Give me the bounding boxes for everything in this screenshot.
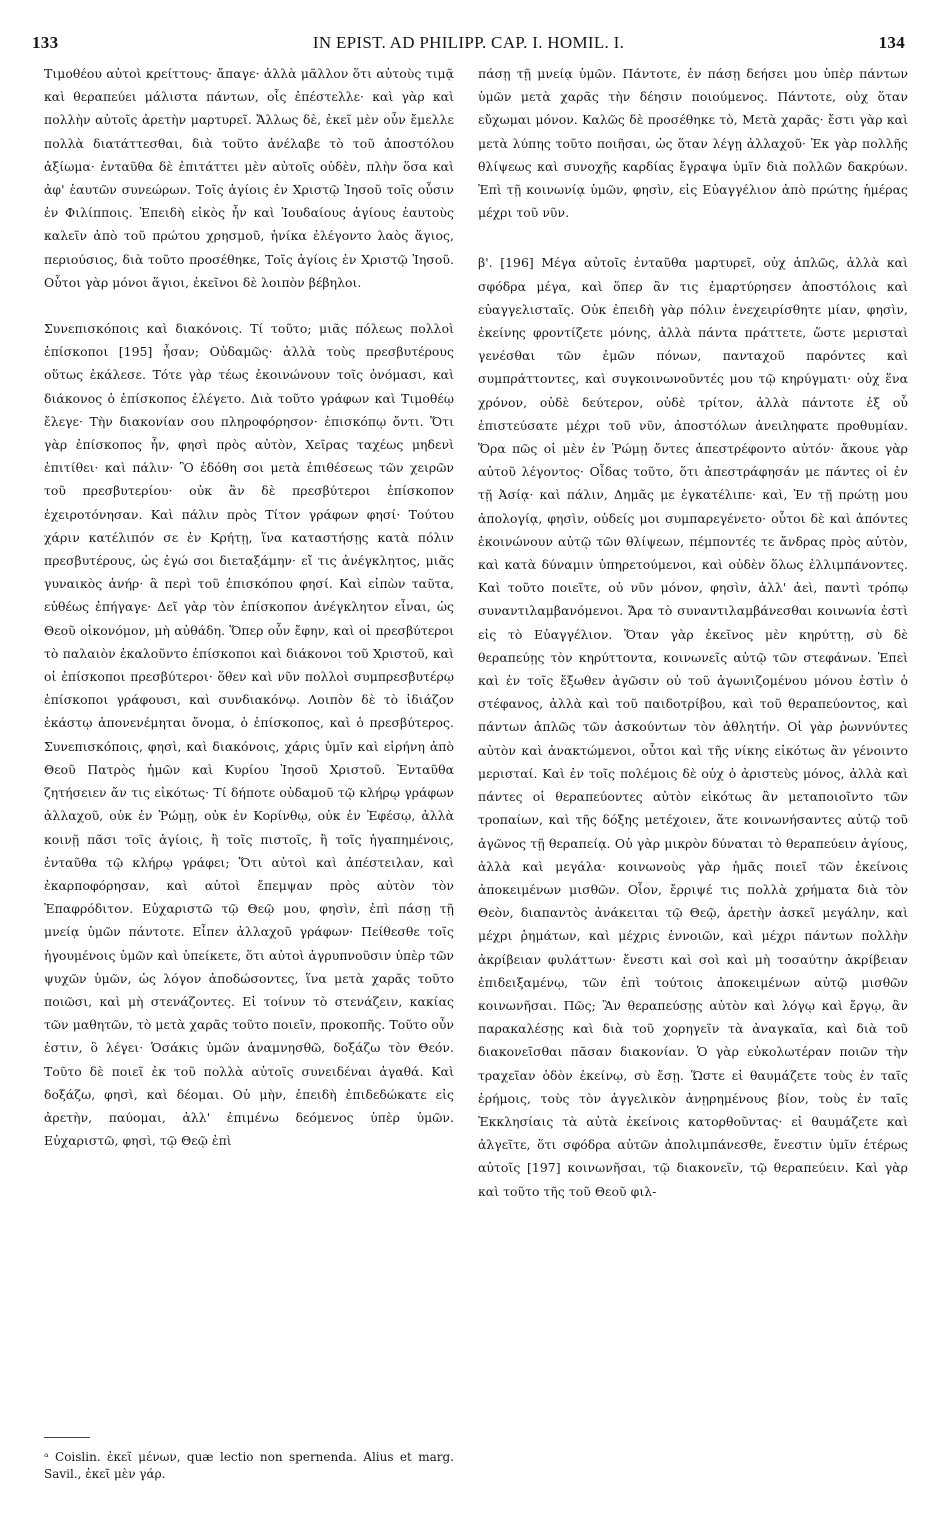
left-paragraph-1: Τιμοθέου αὐτοὶ κρείττους· ἄπαγε· ἀλλὰ μᾶλλον ὅτι αὐτοὺς τιμᾷ καὶ θεραπεύει μάλιστα πάντων, οἷς ἐπέστελλε· καὶ γὰρ καὶ πολλὴν αὐτοῖς ἀρετὴν μαρτυρεῖ. Ἄλλως δὲ, ἐκεῖ μὲν οὖν ἔμελλε πολλὰ διατάττεσθαι, διὰ τοῦτο ἀνέλαβε τὸ τοῦ ἀποστόλου ἀξίωμα· ἐνταῦθα δὲ ἐπιτάττει μὲν αὐτοῖς οὐδὲν, πλὴν ὅσα καὶ ἀφ' ἑαυτῶν συνεώρων. Τοῖς ἁγίοις ἐν Χριστῷ Ἰησοῦ τοῖς οὖσιν ἐν Φιλίπποις. Ἐπειδὴ εἰκὸς ἦν καὶ Ἰουδαίους ἁγίους ἑαυτοὺς καλεῖν ἀπὸ τοῦ πρώτου χρησμοῦ, ἡνίκα ἐλέγοντο λαὸς ἅγιος, περιούσιος, διὰ τοῦτο προσέθηκε, Τοῖς ἁγίοις ἐν Χριστῷ Ἰησοῦ. Οὗτοι γὰρ μόνοι ἅγιοι, ἐκεῖνοι δὲ λοιπὸν βέβηλοι. xyxy=(44,66,454,290)
page-number-right: 134 xyxy=(878,33,905,52)
running-header xyxy=(32,33,905,57)
right-column xyxy=(478,62,908,1203)
running-title: IN EPIST. AD PHILIPP. CAP. I. HOMIL. I. xyxy=(312,33,625,52)
footnote-rule xyxy=(44,1437,90,1438)
footnote: ᵃ Coislin. ἐκεῖ μένων, quæ lectio non spernenda. Alius et marg. Savil., ἐκεῖ μὲν γάρ. xyxy=(44,1450,454,1481)
page-number-left: 133 xyxy=(32,33,59,52)
right-paragraph-1: πάσῃ τῇ μνείᾳ ὑμῶν. Πάντοτε, ἐν πάσῃ δεήσει μου ὑπὲρ πάντων ὑμῶν μετὰ χαρᾶς τὴν δέησιν ποιούμενος. Πάντοτε, οὐχ ὅταν εὔχωμαι μόνον. Καλῶς δὲ προσέθηκε τὸ, Μετὰ χαρᾶς· ἔστι γὰρ καὶ μετὰ λύπης τοῦτο ποιῆσαι, ὡς ὅταν λέγῃ ἀλλαχοῦ· Ἐκ γὰρ πολλῆς θλίψεως καὶ συνοχῆς καρδίας ἔγραψα ὑμῖν διὰ πολλῶν δακρύων. Ἐπὶ τῇ κοινωνίᾳ ὑμῶν, φησὶν, εἰς Εὐαγγέλιον ἀπὸ πρώτης ἡμέρας μέχρι τοῦ νῦν. xyxy=(478,66,908,221)
left-column xyxy=(44,62,454,1152)
left-paragraph-2: Συνεπισκόποις καὶ διακόνοις. Τί τοῦτο; μιᾶς πόλεως πολλοὶ ἐπίσκοποι [195] ἦσαν; Οὐδαμῶς· ἀλλὰ τοὺς πρεσβυτέρους οὕτως ἐκάλεσε. Τότε γὰρ τέως ἐκοινώνουν τοῖς ὀνόμασι, καὶ διάκονος ὁ ἐπίσκοπος ἐλέγετο. Διὰ τοῦτο γράφων καὶ Τιμοθέῳ ἔλεγε· Τὴν διακονίαν σου πληροφόρησον· ἐπισκόπῳ ὄντι. Ὅτι γὰρ ἐπίσκοπος ἦν, φησὶ πρὸς αὐτὸν, Χεῖρας ταχέως μηδενὶ ἐπιτίθει· καὶ πάλιν· Ὃ ἐδόθη σοι μετὰ ἐπιθέσεως τῶν χειρῶν τοῦ πρεσβυτερίου· οὐκ ἂν δὲ πρεσβύτεροι ἐπίσκοπον ἐχειροτόνησαν. Καὶ πάλιν πρὸς Τίτον γράφων φησί· Τούτου χάριν κατέλιπόν σε ἐν Κρήτῃ, ἵνα καταστήσῃς κατὰ πόλιν πρεσβυτέρους, ὡς ἐγώ σοι διεταξάμην· εἴ τις ἀνέγκλητος, μιᾶς γυναικὸς ἀνήρ· ἃ περὶ τοῦ ἐπισκόπου φησί. Καὶ εἰπὼν ταῦτα, εὐθέως ἐπήγαγε· Δεῖ γὰρ τὸν ἐπίσκοπον ἀνέγκλητον εἶναι, ὡς Θεοῦ οἰκονόμον, μὴ αὐθάδη. Ὅπερ οὖν ἔφην, καὶ οἱ πρεσβύτεροι τὸ παλαιὸν ἐκαλοῦντο ἐπίσκοποι καὶ διάκονοι τοῦ Χριστοῦ, καὶ οἱ ἐπίσκοποι πρεσβύτεροι· ὅθεν καὶ νῦν πολλοὶ συμπρεσβυτέρῳ ἐπίσκοποι γράφουσι, καὶ συνδιακόνῳ. Λοιπὸν δὲ τὸ ἰδιάζον ἑκάστῳ ἀπονενέμηται ὄνομα, ὁ ἐπίσκοπος, καὶ ὁ πρεσβύτερος. Συνεπισκόποις, φησὶ, καὶ διακόνοις, χάρις ὑμῖν καὶ εἰρήνη ἀπὸ Θεοῦ Πατρὸς ἡμῶν καὶ Κυρίου Ἰησοῦ Χριστοῦ. Ἐνταῦθα ζητήσειεν ἄν τις εἰκότως· Τί δήποτε οὐδαμοῦ τῷ κλήρῳ γράφων ἀλλαχοῦ, οὐκ ἐν Ῥώμῃ, οὐκ ἐν Κορίνθῳ, οὐκ ἐν Ἐφέσῳ, ἀλλὰ κοινῇ πᾶσι τοῖς ἁγίοις, ἢ τοῖς πιστοῖς, ἢ τοῖς ἠγαπημένοις, ἐνταῦθα τῷ κλήρῳ γράφει; Ὅτι αὐτοὶ καὶ ἀπέστειλαν, καὶ ἐκαρποφόρησαν, καὶ αὐτοὶ ἔπεμψαν πρὸς αὐτὸν τὸν Ἐπαφρόδιτον. Εὐχαριστῶ τῷ Θεῷ μου, φησὶν, ἐπὶ πάσῃ τῇ μνείᾳ ὑμῶν πάντοτε. Εἶπεν ἀλλαχοῦ γράφων· Πείθεσθε τοῖς ἡγουμένοις ὑμῶν καὶ ὑπείκετε, ὅτι αὐτοὶ ἀγρυπνοῦσιν ὑπὲρ τῶν ψυχῶν ὑμῶν, ὡς λόγον ἀποδώσοντες, ἵνα μετὰ χαρᾶς τοῦτο ποιῶσι, καὶ μὴ στενάζοντες. Εἰ τοίνυν τὸ στενάζειν, κακίας τῶν μαθητῶν, τὸ μετὰ χαρᾶς τοῦτο ποιεῖν, προκοπῆς. Τοῦτο οὖν ἐστιν, ὃ λέγει· Ὁσάκις ὑμῶν ἀναμνησθῶ, δοξάζω τὸν Θεόν. Τοῦτο δὲ ποιεῖ ἐκ τοῦ πολλὰ αὐτοῖς συνειδέναι ἀγαθά. Καὶ δοξάζω, φησὶ, καὶ δέομαι. Οὐ μὴν, ἐπειδὴ ἐπιδεδώκατε εἰς ἀρετὴν, παύομαι, ἀλλ' ἐπιμένω δεόμενος ὑπὲρ ὑμῶν. Εὐχαριστῶ, φησὶ, τῷ Θεῷ ἐπὶ xyxy=(44,321,454,1149)
right-paragraph-2: β'. [196] Μέγα αὐτοῖς ἐνταῦθα μαρτυρεῖ, οὐχ ἁπλῶς, ἀλλὰ καὶ σφόδρα μέγα, καὶ ὅπερ ἂν τις ἐμαρτύρησεν ἀποστόλοις καὶ εὐαγγελισταῖς. Οὐκ ἐπειδὴ γὰρ πόλιν ἐνεχειρίσθητε μίαν, φησὶν, ἐκείνης φροντίζετε μόνης, ἀλλὰ πάντα πράττετε, ὥστε μερισταὶ γενέσθαι τῶν ἐμῶν πόνων, πανταχοῦ παρόντες καὶ συμπράττοντες, καὶ συγκοινωνοῦντές μου τῷ κηρύγματι· οὐχ ἕνα χρόνον, οὐδὲ δεύτερον, οὐδὲ τρίτον, ἀλλὰ πάντοτε ἐξ οὗ ἐπιστεύσατε μέχρι τοῦ νῦν, ἀποστόλων ἀνειληφατε προθυμίαν. Ὅρα πῶς οἱ μὲν ἐν Ῥώμῃ ὄντες ἀπεστρέφοντο αὐτόν· ἄκουε γὰρ αὐτοῦ λέγοντος· Οἶδας τοῦτο, ὅτι ἀπεστράφησάν με πάντες οἱ ἐν τῇ Ἀσίᾳ· καὶ πάλιν, Δημᾶς με ἐγκατέλιπε· καὶ, Ἐν τῇ πρώτῃ μου ἀπολογίᾳ, φησὶν, οὐδείς μοι συμπαρεγένετο· οὗτοι δὲ καὶ ἀπόντες ἐκοινώνουν αὐτῷ τῶν θλίψεων, πέμποντές τε ἄνδρας πρὸς αὐτὸν, καὶ κατὰ δύναμιν ὑπηρετούμενοι, καὶ οὐδὲν ὅλως ἐλλιμπάνοντες. Καὶ τοῦτο ποιεῖτε, οὐ νῦν μόνον, φησὶν, ἀλλ' ἀεὶ, παντὶ τρόπῳ συναντιλαμβανόμενοι. Ἄρα τὸ συναντιλαμβάνεσθαι κοινωνία ἐστὶ εἰς τὸ Εὐαγγέλιον. Ὅταν γὰρ ἐκεῖνος μὲν κηρύττῃ, σὺ δὲ θεραπεύῃς τὸν κηρύττοντα, κοινωνεῖς αὐτῷ τῶν στεφάνων. Ἐπεὶ καὶ ἐν τοῖς ἔξωθεν ἀγῶσιν οὐ τοῦ ἀγωνιζομένου μόνου ἐστὶν ὁ στέφανος, ἀλλὰ καὶ τοῦ παιδοτρίβου, καὶ τοῦ θεραπεύοντος, καὶ πάντων ἁπλῶς τῶν ἀσκούντων τὸν ἀθλητήν. Οἱ γὰρ ῥωννύντες αὐτὸν καὶ ἀνακτώμενοι, οὗτοι καὶ τῆς νίκης εἰκότως ἂν γένοιντο μερισταί. Καὶ ἐν τοῖς πολέμοις δὲ οὐχ ὁ ἀριστεὺς μόνος, ἀλλὰ καὶ πάντες οἱ θεραπεύοντες αὐτὸν εἰκότως ἂν μεταποιοῖντο τῶν τροπαίων, καὶ τῆς δόξης μετέχοιεν, ἅτε κοινωνήσαντες αὐτῷ τοῦ ἀγῶνος τῇ θεραπείᾳ. Οὐ γὰρ μικρὸν δύναται τὸ θεραπεύειν ἁγίους, ἀλλὰ καὶ μεγάλα· κοινωνοὺς γὰρ ἡμᾶς ποιεῖ τῶν ἐκείνοις ἀποκειμένων μισθῶν. Οἷον, ἔρριψέ τις πολλὰ χρήματα διὰ τὸν Θεὸν, διαπαντὸς ἀνάκειται τῷ Θεῷ, ἀρετὴν ἀσκεῖ μεγάλην, καὶ μέχρι ῥημάτων, καὶ μέχρις ἐννοιῶν, καὶ μέχρι πάντων πολλὴν ἀκρίβειαν φυλάττων· ἔνεστι καὶ σοὶ καὶ μὴ τοσαύτην ἀκρίβειαν ἐπιδειξαμένῳ, τῶν ἐπὶ τούτοις ἀποκειμένων αὐτῷ μισθῶν κοινωνῆσαι. Πῶς; Ἂν θεραπεύσῃς αὐτὸν καὶ λόγῳ καὶ ἔργῳ, ἂν παρακαλέσῃς καὶ διὰ τοῦ χορηγεῖν τὰ ἀναγκαῖα, καὶ διὰ τοῦ διακονεῖσθαι πᾶσαν διακονίαν. Ὁ γὰρ εὐκολωτέραν ποιῶν τὴν τραχεῖαν ὁδὸν ἐκείνῳ, σὺ ἔσῃ. Ὥστε εἰ θαυμάζετε τοὺς ἐν ταῖς ἐρήμοις, τοὺς τὸν ἀγγελικὸν ἀνῃρημένους βίον, τοὺς ἐν ταῖς Ἐκκλησίαις τὰ αὐτὰ ἐκείνοις κατορθοῦντας· εἰ θαυμάζετε καὶ ἀλγεῖτε, ὅτι σφόδρα αὐτῶν ἀπολιμπάνεσθε, ἔνεστιν ὑμῖν ἑτέρως αὐτοῖς [197] κοινωνῆσαι, τῷ διακονεῖν, τῷ θεραπεύειν. Καὶ γὰρ καὶ τοῦτο τῆς τοῦ Θεοῦ φιλ- xyxy=(478,255,908,1199)
